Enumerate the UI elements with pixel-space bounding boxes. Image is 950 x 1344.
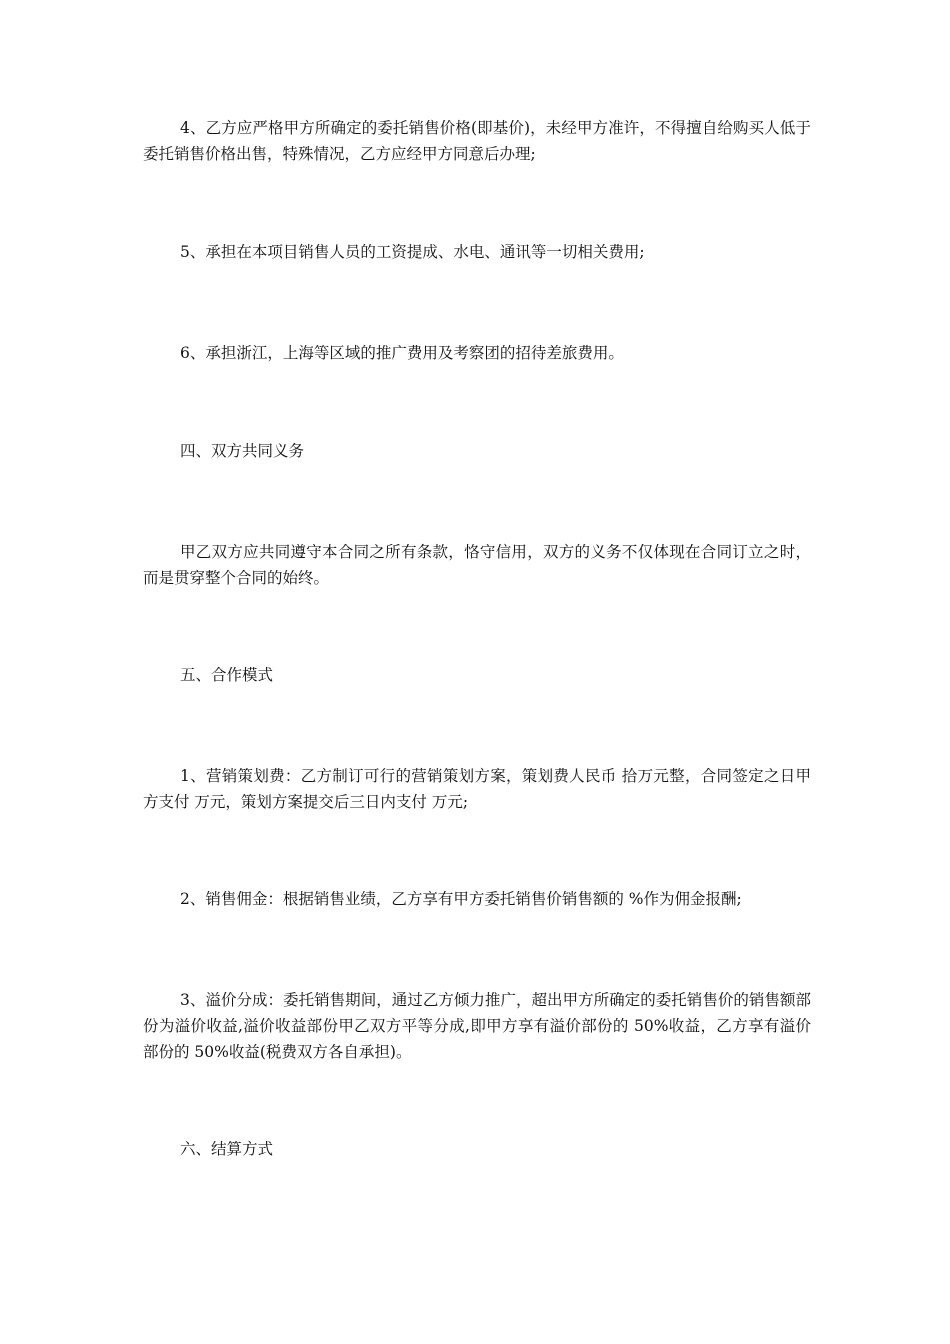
clause-3-premium-sharing: 3、溢价分成：委托销售期间，通过乙方倾力推广，超出甲方所确定的委托销售价的销售额部份为溢价收益,溢价收益部份甲乙双方平等分成,即甲方享有溢价部份的 50%收益，乙方享有溢价部份的 50%收益(税费双方各自承担)。 (143, 991, 811, 1061)
clause-4-price-control: 4、乙方应严格甲方所确定的委托销售价格(即基价)，未经甲方准许，不得擅自给购买人低于委托销售价格出售，特殊情况，乙方应经甲方同意后办理; (143, 119, 811, 163)
clause-5-staff-costs: 5、承担在本项目销售人员的工资提成、水电、通讯等一切相关费用; (180, 243, 645, 261)
joint-obligations-paragraph: 甲乙双方应共同遵守本合同之所有条款，恪守信用，双方的义务不仅体现在合同订立之时，而是贯穿整个合同的始终。 (143, 543, 811, 587)
section-heading-cooperation-mode: 五、合作模式 (180, 666, 274, 684)
clause-1-planning-fee: 1、营销策划费：乙方制订可行的营销策划方案，策划费人民币 拾万元整，合同签定之日甲方支付 万元，策划方案提交后三日内支付 万元; (143, 767, 811, 811)
clause-2-sales-commission: 2、销售佣金：根据销售业绩，乙方享有甲方委托销售价销售额的 %作为佣金报酬; (180, 890, 742, 908)
clause-6-promotion-costs: 6、承担浙江，上海等区域的推广费用及考察团的招待差旅费用。 (180, 344, 624, 362)
section-heading-joint-obligations: 四、双方共同义务 (180, 442, 305, 460)
section-heading-settlement: 六、结算方式 (180, 1140, 274, 1158)
